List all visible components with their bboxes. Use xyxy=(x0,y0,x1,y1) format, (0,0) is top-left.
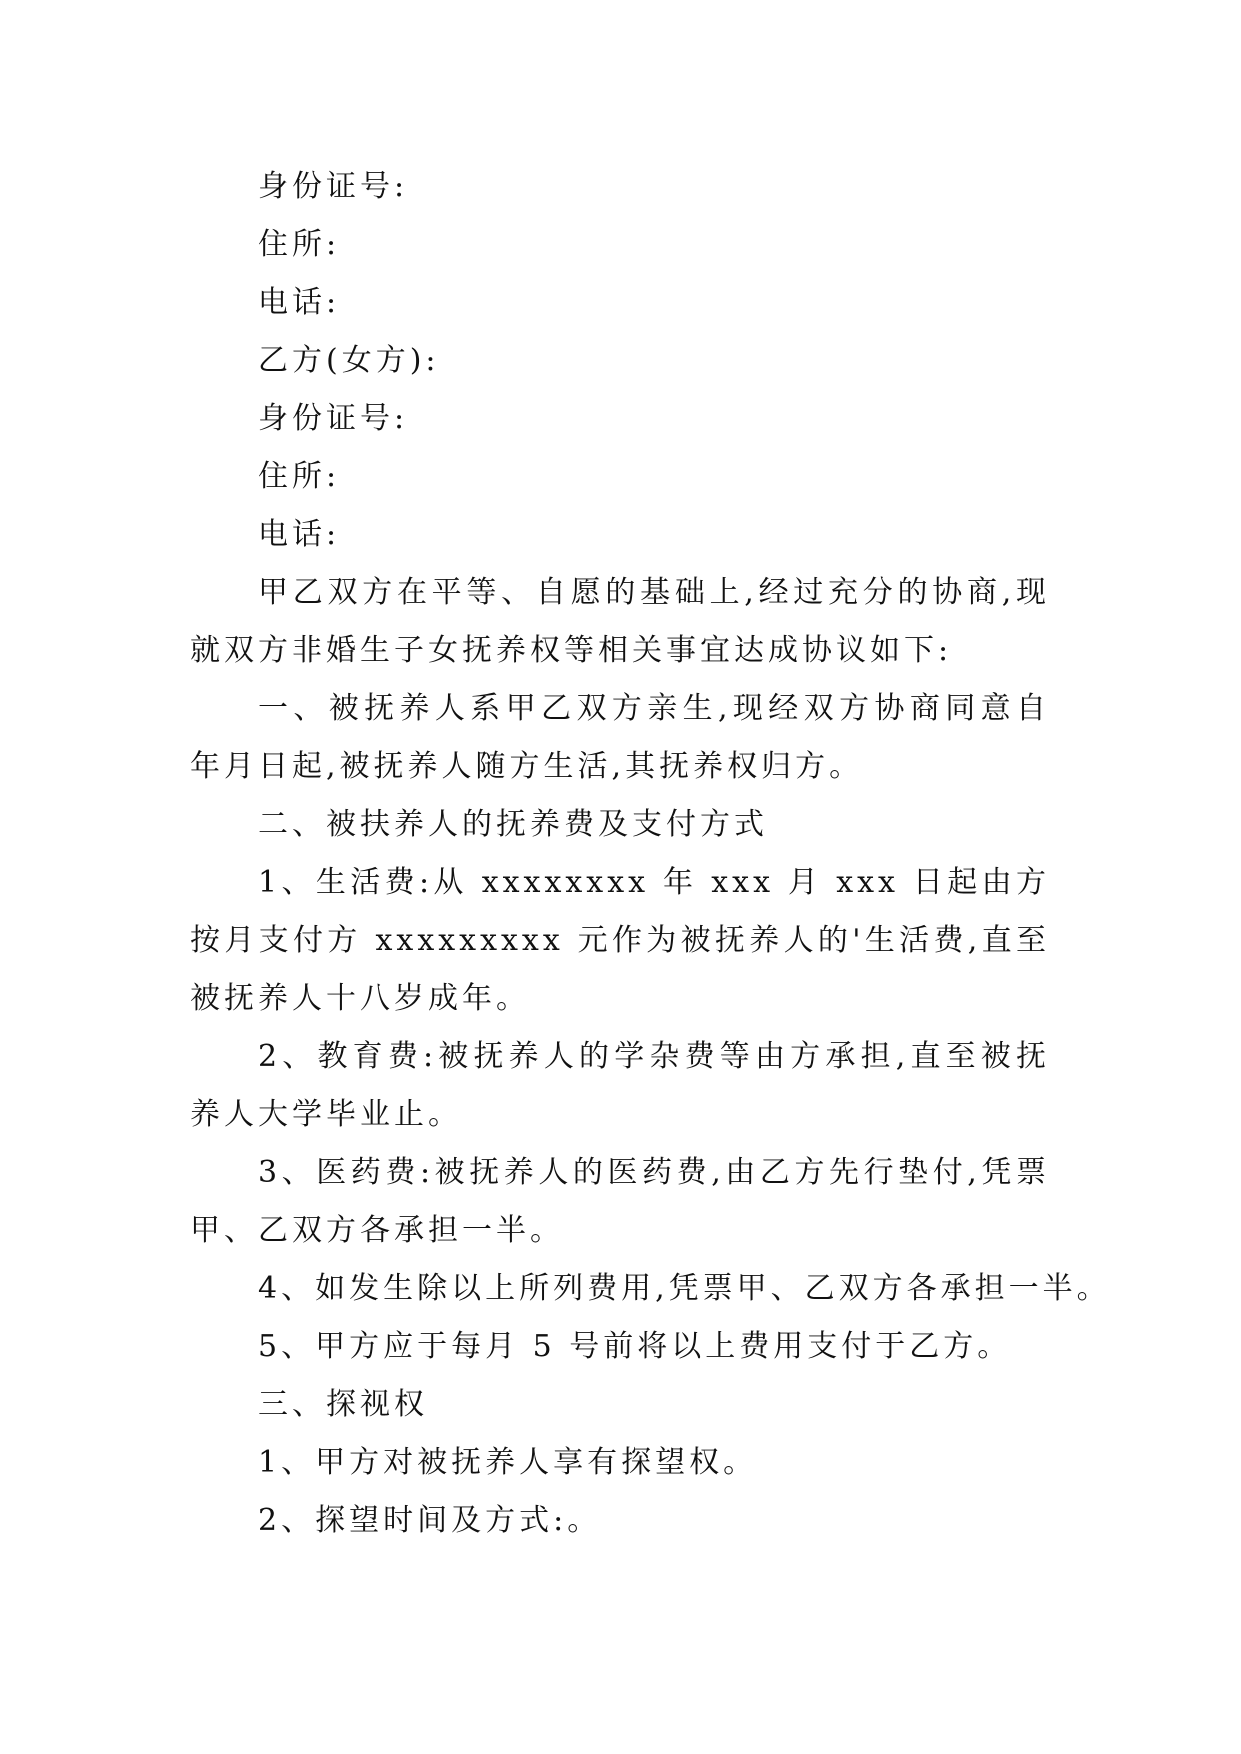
section-2-item-3: 3、医药费:被抚养人的医药费,由乙方先行垫付,凭票甲、乙双方各承担一半。 xyxy=(190,1155,1050,1248)
section-1-paragraph: 一、被抚养人系甲乙双方亲生,现经双方协商同意自年月日起,被抚养人随方生活,其抚养权归方。 xyxy=(190,691,1050,784)
party-a-address-label: 住所: xyxy=(258,227,341,262)
party-b-phone-label: 电话: xyxy=(258,517,341,552)
party-a-phone-label: 电话: xyxy=(258,285,341,320)
section-3-item-2: 2、探望时间及方式:。 xyxy=(258,1503,602,1538)
section-2-item-1: 1、生活费:从 xxxxxxxx 年 xxx 月 xxx 日起由方按月支付方 xxxxxxxxx 元作为被抚养人的'生活费,直至被抚养人十八岁成年。 xyxy=(190,865,1050,1016)
party-b-id-number-label: 身份证号: xyxy=(258,401,409,436)
intro-paragraph: 甲乙双方在平等、自愿的基础上,经过充分的协商,现就双方非婚生子女抚养权等相关事宜达成协议如下: xyxy=(190,575,1050,668)
section-2-item-4: 4、如发生除以上所列费用,凭票甲、乙双方各承担一半。 xyxy=(258,1271,1111,1306)
section-2-item-5: 5、甲方应于每月 5 号前将以上费用支付于乙方。 xyxy=(258,1329,1012,1364)
document-body xyxy=(190,158,1111,1550)
section-3-item-1: 1、甲方对被抚养人享有探望权。 xyxy=(258,1445,758,1480)
party-a-id-number-label: 身份证号: xyxy=(258,169,409,204)
party-b-title: 乙方(女方): xyxy=(258,343,440,378)
party-b-address-label: 住所: xyxy=(258,459,341,494)
section-2-heading: 二、被扶养人的抚养费及支付方式 xyxy=(258,807,768,842)
section-3-heading: 三、探视权 xyxy=(258,1387,428,1422)
section-2-item-2: 2、教育费:被抚养人的学杂费等由方承担,直至被抚养人大学毕业止。 xyxy=(190,1039,1050,1132)
